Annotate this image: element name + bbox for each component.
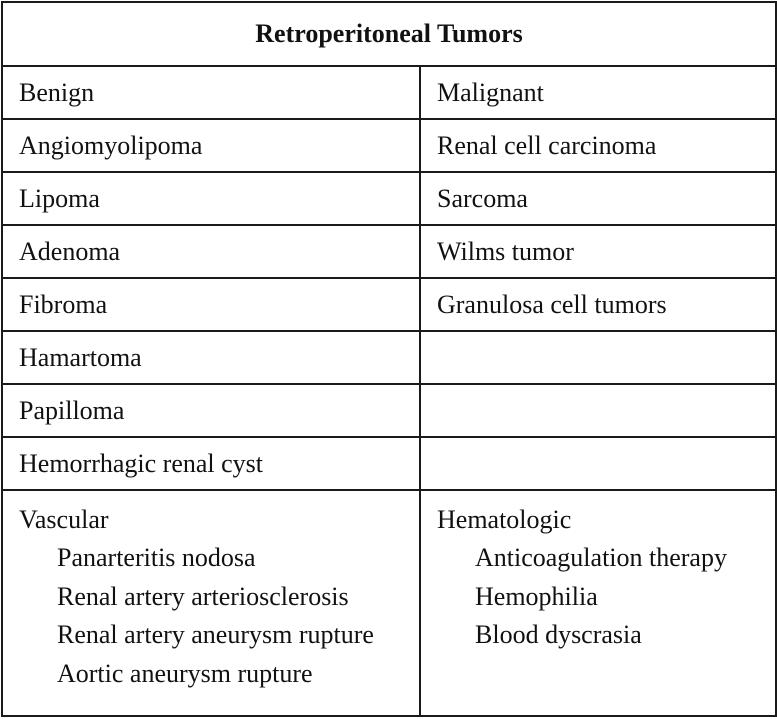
list-item: Renal artery arteriosclerosis: [57, 581, 349, 611]
malignant-cell: Granulosa cell tumors: [420, 278, 776, 331]
list-item: Anticoagulation therapy: [475, 543, 727, 572]
table-title-row: [2, 2, 776, 66]
group-title-vascular: Vascular: [19, 505, 109, 534]
list-item: Blood dyscrasia: [475, 620, 642, 649]
malignant-cell: [420, 437, 776, 490]
column-header-benign: Benign: [2, 66, 420, 119]
vascular-group-cell: [2, 490, 420, 716]
malignant-cell: [420, 331, 776, 384]
hematologic-list: [437, 539, 775, 655]
list-item: Renal artery aneurysm rupture: [57, 620, 374, 649]
malignant-cell: Wilms tumor: [420, 225, 776, 278]
table-title: Retroperitoneal Tumors: [2, 2, 776, 66]
benign-cell: Adenoma: [2, 225, 420, 278]
table-row: [2, 119, 776, 172]
malignant-cell: Renal cell carcinoma: [420, 119, 776, 172]
table-row: [2, 278, 776, 331]
column-header-malignant: Malignant: [420, 66, 776, 119]
benign-cell: Lipoma: [2, 172, 420, 225]
list-item: Hemophilia: [475, 581, 598, 611]
retroperitoneal-tumors-table: [1, 1, 777, 717]
list-item: Aortic aneurysm rupture: [57, 658, 313, 688]
malignant-cell: [420, 384, 776, 437]
benign-cell: Hamartoma: [2, 331, 420, 384]
vascular-list: [19, 539, 419, 693]
list-item: Panarteritis nodosa: [57, 543, 256, 572]
table-row: [2, 172, 776, 225]
group-row: [2, 490, 776, 716]
table-row: [2, 437, 776, 490]
header-row: [2, 66, 776, 119]
table-row: [2, 225, 776, 278]
table-row: [2, 384, 776, 437]
benign-cell: Fibroma: [2, 278, 420, 331]
benign-cell: Hemorrhagic renal cyst: [2, 437, 420, 490]
table-row: [2, 331, 776, 384]
benign-cell: Angiomyolipoma: [2, 119, 420, 172]
benign-cell: Papilloma: [2, 384, 420, 437]
hematologic-group-cell: [420, 490, 776, 716]
group-title-hematologic: Hematologic: [437, 505, 572, 534]
malignant-cell: Sarcoma: [420, 172, 776, 225]
